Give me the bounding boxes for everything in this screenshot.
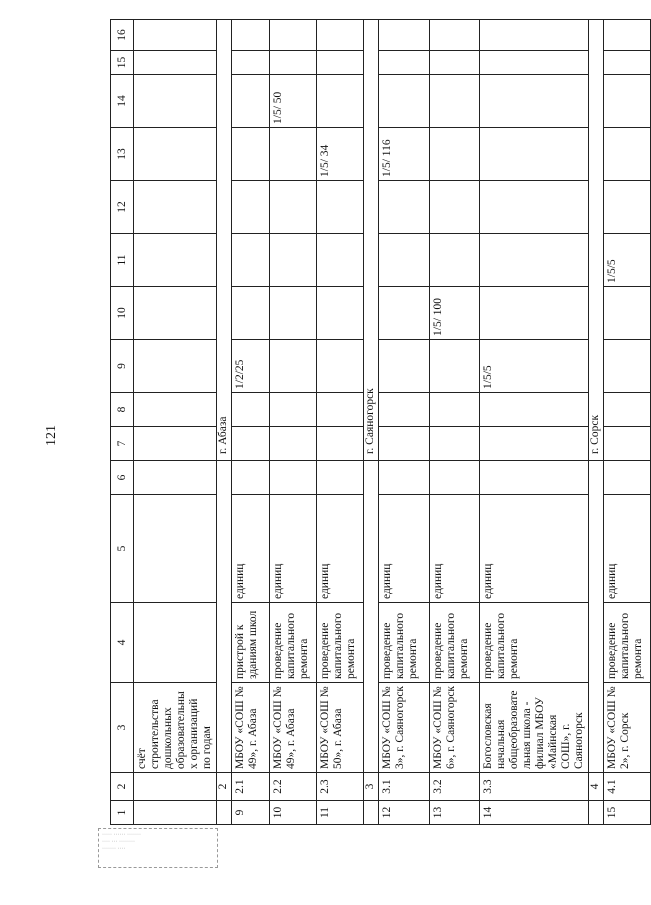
row-number: 13: [430, 801, 480, 825]
empty-cell: [134, 20, 217, 51]
work-type: проведение капитального ремонта: [379, 603, 430, 683]
empty-cell: [379, 75, 430, 128]
empty-cell: [379, 427, 430, 461]
empty-cell: [217, 801, 232, 825]
empty-cell: [480, 393, 589, 427]
empty-cell: [430, 20, 480, 51]
empty-cell: [480, 427, 589, 461]
unit: единиц: [379, 495, 430, 603]
row-code: 3.3: [480, 773, 589, 801]
stamp-line: ···· ··· ········: [102, 839, 135, 845]
empty-cell: [430, 393, 480, 427]
empty-cell: [270, 287, 317, 340]
empty-cell: [134, 801, 217, 825]
section-number: 3: [364, 773, 379, 801]
empty-cell: [217, 461, 232, 773]
year-value: 1/5/ 34: [317, 128, 364, 181]
continuation-text: счёт строительства дошкольных образовательных организаций по годам: [134, 683, 217, 773]
empty-cell: [430, 128, 480, 181]
year-value: 1/5/ 100: [430, 287, 480, 340]
section-city: г. Сорск: [589, 20, 604, 461]
column-number: 8: [111, 393, 134, 427]
empty-cell: [604, 393, 651, 427]
empty-cell: [232, 20, 270, 51]
empty-cell: [430, 427, 480, 461]
unit: единиц: [270, 495, 317, 603]
empty-cell: [480, 287, 589, 340]
empty-cell: [270, 181, 317, 234]
column-number: 16: [111, 20, 134, 51]
empty-cell: [604, 51, 651, 75]
empty-cell: [232, 234, 270, 287]
empty-cell: [604, 461, 651, 495]
empty-cell: [379, 287, 430, 340]
empty-cell: [379, 461, 430, 495]
empty-cell: [317, 234, 364, 287]
column-number: 1: [111, 801, 134, 825]
row-code: 3.2: [430, 773, 480, 801]
empty-cell: [480, 75, 589, 128]
empty-cell: [589, 801, 604, 825]
empty-cell: [379, 393, 430, 427]
work-type: пристрой к зданиям школ: [232, 603, 270, 683]
empty-cell: [604, 287, 651, 340]
empty-cell: [270, 427, 317, 461]
row-code: 2.3: [317, 773, 364, 801]
work-type: проведение капитального ремонта: [480, 603, 589, 683]
empty-cell: [604, 75, 651, 128]
empty-cell: [364, 461, 379, 773]
empty-cell: [232, 51, 270, 75]
empty-cell: [134, 461, 217, 495]
table-row: [430, 20, 480, 825]
empty-cell: [270, 20, 317, 51]
empty-cell: [430, 340, 480, 393]
empty-cell: [134, 128, 217, 181]
unit: единиц: [317, 495, 364, 603]
year-value: 1/5/5: [480, 340, 589, 393]
empty-cell: [134, 51, 217, 75]
section-number: 2: [217, 773, 232, 801]
stamp-line: ······· ····: [102, 846, 126, 852]
empty-cell: [270, 461, 317, 495]
program-table: [110, 19, 651, 825]
empty-cell: [134, 773, 217, 801]
row-number: 15: [604, 801, 651, 825]
row-number: 9: [232, 801, 270, 825]
table-row: [480, 20, 589, 825]
empty-cell: [317, 51, 364, 75]
row-code: 2.1: [232, 773, 270, 801]
section-number: 4: [589, 773, 604, 801]
empty-cell: [430, 234, 480, 287]
empty-cell: [232, 427, 270, 461]
unit: единиц: [232, 495, 270, 603]
empty-cell: [364, 801, 379, 825]
empty-cell: [134, 234, 217, 287]
section-city: г. Абаза: [217, 20, 232, 461]
empty-cell: [430, 75, 480, 128]
table-row: [604, 20, 651, 825]
empty-cell: [317, 20, 364, 51]
empty-cell: [270, 393, 317, 427]
empty-cell: [480, 461, 589, 495]
institution-name: МБОУ «СОШ № 6», г. Саяногорск: [430, 683, 480, 773]
empty-cell: [317, 181, 364, 234]
row-number: 14: [480, 801, 589, 825]
empty-cell: [379, 51, 430, 75]
row-number: 12: [379, 801, 430, 825]
column-number: 15: [111, 51, 134, 75]
row-number: 10: [270, 801, 317, 825]
section-row: [589, 20, 604, 825]
section-city: г. Саяногорск: [364, 20, 379, 461]
empty-cell: [134, 427, 217, 461]
empty-cell: [134, 603, 217, 683]
column-number: 2: [111, 773, 134, 801]
empty-cell: [379, 234, 430, 287]
institution-name: МБОУ «СОШ № 3», г. Саяногорск: [379, 683, 430, 773]
empty-cell: [480, 20, 589, 51]
rotated-table-container: [110, 29, 644, 825]
empty-cell: [134, 75, 217, 128]
table-row: [317, 20, 364, 825]
empty-cell: [317, 340, 364, 393]
work-type: проведение капитального ремонта: [317, 603, 364, 683]
empty-cell: [134, 393, 217, 427]
empty-cell: [270, 128, 317, 181]
empty-cell: [430, 461, 480, 495]
empty-cell: [134, 340, 217, 393]
empty-cell: [232, 393, 270, 427]
faded-stamp: [98, 828, 218, 868]
empty-cell: [270, 234, 317, 287]
unit: единиц: [430, 495, 480, 603]
unit: единиц: [604, 495, 651, 603]
column-number: 13: [111, 128, 134, 181]
year-value: 1/5/5: [604, 234, 651, 287]
empty-cell: [379, 181, 430, 234]
table-row: [232, 20, 270, 825]
year-value: 1/2/25: [232, 340, 270, 393]
empty-cell: [134, 495, 217, 603]
empty-cell: [317, 75, 364, 128]
institution-name: МБОУ «СОШ № 2», г. Сорск: [604, 683, 651, 773]
row-code: 4.1: [604, 773, 651, 801]
empty-cell: [589, 461, 604, 773]
empty-cell: [604, 128, 651, 181]
column-number: 3: [111, 683, 134, 773]
continuation-row: [134, 20, 217, 825]
row-code: 3.1: [379, 773, 430, 801]
institution-name: Богословская начальная общеобразовательная школа - филиал МБОУ «Майнская СОШ», г. Саяногорск: [480, 683, 589, 773]
empty-cell: [604, 20, 651, 51]
empty-cell: [232, 181, 270, 234]
empty-cell: [480, 181, 589, 234]
empty-cell: [134, 181, 217, 234]
unit: единиц: [480, 495, 589, 603]
empty-cell: [134, 287, 217, 340]
empty-cell: [317, 427, 364, 461]
empty-cell: [232, 461, 270, 495]
section-row: [364, 20, 379, 825]
empty-cell: [270, 340, 317, 393]
empty-cell: [430, 181, 480, 234]
empty-cell: [317, 461, 364, 495]
empty-cell: [480, 234, 589, 287]
column-number: 4: [111, 603, 134, 683]
column-number: 11: [111, 234, 134, 287]
empty-cell: [232, 287, 270, 340]
work-type: проведение капитального ремонта: [604, 603, 651, 683]
empty-cell: [379, 340, 430, 393]
institution-name: МБОУ «СОШ № 49», г. Абаза: [270, 683, 317, 773]
column-number: 6: [111, 461, 134, 495]
empty-cell: [317, 287, 364, 340]
empty-cell: [604, 427, 651, 461]
work-type: проведение капитального ремонта: [270, 603, 317, 683]
table-row: [379, 20, 430, 825]
column-number: 14: [111, 75, 134, 128]
column-number: 9: [111, 340, 134, 393]
empty-cell: [430, 51, 480, 75]
column-number: 12: [111, 181, 134, 234]
row-code: 2.2: [270, 773, 317, 801]
column-number: 7: [111, 427, 134, 461]
stamp-line: ····· ······ ·······: [102, 832, 141, 838]
empty-cell: [317, 393, 364, 427]
work-type: проведение капитального ремонта: [430, 603, 480, 683]
column-number: 10: [111, 287, 134, 340]
empty-cell: [604, 181, 651, 234]
empty-cell: [232, 128, 270, 181]
empty-cell: [480, 128, 589, 181]
empty-cell: [232, 75, 270, 128]
column-number-row: [111, 20, 134, 825]
empty-cell: [270, 51, 317, 75]
table-row: [270, 20, 317, 825]
empty-cell: [604, 340, 651, 393]
row-number: 11: [317, 801, 364, 825]
section-row: [217, 20, 232, 825]
institution-name: МБОУ «СОШ № 49», г. Абаза: [232, 683, 270, 773]
column-number: 5: [111, 495, 134, 603]
empty-cell: [480, 51, 589, 75]
year-value: 1/5/ 50: [270, 75, 317, 128]
page-number: 121: [44, 425, 59, 446]
institution-name: МБОУ «СОШ № 50», г. Абаза: [317, 683, 364, 773]
year-value: 1/5/ 116: [379, 128, 430, 181]
empty-cell: [379, 20, 430, 51]
